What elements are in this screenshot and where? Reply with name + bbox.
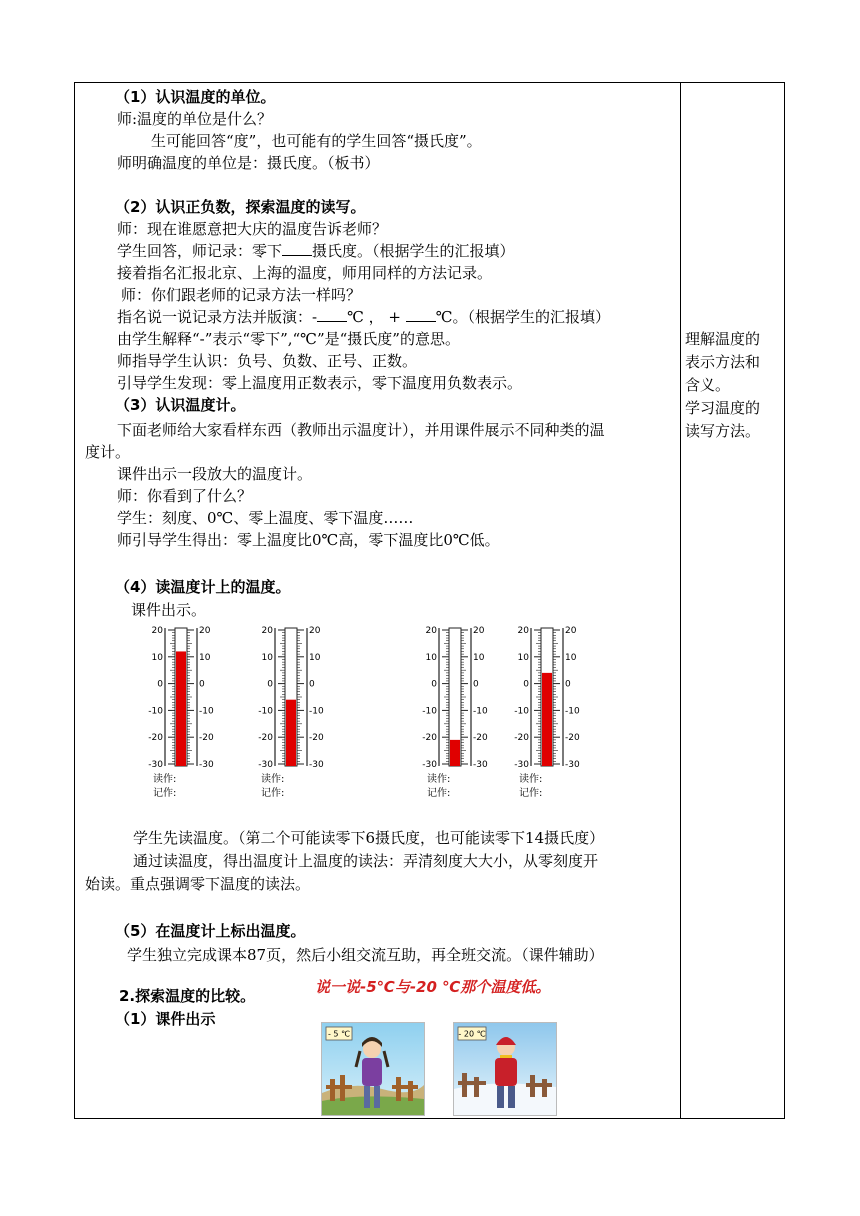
thermometer-tick-label: 20	[565, 626, 577, 636]
text-line: 课件出示一段放大的温度计。	[117, 465, 313, 483]
thermometer-tick-label: 0	[157, 679, 163, 690]
objectives-cell	[681, 83, 785, 1118]
text-line: 接着指名汇报北京、上海的温度，师用同样的方法记录。	[117, 264, 493, 282]
thermometer-tick-label: -10	[199, 706, 214, 717]
section-heading: （2）认识正负数，探索温度的读写。	[115, 198, 366, 216]
text-line	[117, 241, 515, 261]
thermometer-tick-label: -30	[148, 760, 163, 770]
text-line: 下面老师给大家看样东西（教师出示温度计），并用课件展示不同种类的温	[117, 421, 605, 439]
thermometer-tick-label: -30	[565, 760, 580, 770]
thermometer-tick-label: -20	[258, 733, 273, 744]
thermometer-tick-label: 10	[309, 652, 321, 663]
text-segment: 学生回答，师记录：零下	[117, 242, 283, 260]
section-heading: 2.探索温度的比较。	[119, 987, 256, 1005]
lesson-table	[74, 82, 785, 1119]
text-segment: ℃。（根据学生的汇报填）	[435, 308, 611, 326]
cartoon-boy-illustration	[453, 1022, 557, 1116]
side-note-line: 表示方法和	[685, 353, 761, 371]
thermometer-tick-label: 0	[565, 679, 571, 690]
side-note-line: 学习温度的	[685, 399, 761, 417]
thermometer-tick-label: 0	[309, 679, 315, 690]
text-line: 学生先读温度。（第二个可能读零下6摄氏度，也可能读零下14摄氏度）	[133, 829, 605, 847]
section-heading: （4）读温度计上的温度。	[115, 578, 291, 596]
thermometer-tick-label: -30	[309, 760, 324, 770]
scene-sign-text: - 5 ℃	[327, 1029, 351, 1039]
write-label: 记作:	[153, 788, 177, 799]
text-line: 始读。重点强调零下温度的读法。	[85, 875, 311, 893]
read-label: 读作:	[153, 774, 177, 785]
section-heading: （3）认识温度计。	[115, 396, 246, 414]
text-line: 师指导学生认识：负号、负数、正号、正数。	[117, 352, 418, 370]
text-line: 师:温度的单位是什么？	[117, 110, 273, 128]
text-segment: 摄氏度。（根据学生的汇报填）	[312, 242, 515, 260]
thermometer-tick-label: -30	[422, 760, 437, 770]
thermometer-tick-label: -10	[422, 706, 437, 717]
side-note-line: 读写方法。	[685, 422, 761, 440]
thermometer-tick-label: -10	[473, 706, 488, 717]
thermometer-tick-label: 20	[151, 626, 163, 636]
thermometer-tick-label: 20	[199, 626, 211, 636]
read-label: 读作:	[427, 774, 451, 785]
thermometer-tick-label: 20	[425, 626, 437, 636]
thermometer	[257, 624, 343, 774]
write-label: 记作:	[427, 788, 451, 799]
text-line: 度计。	[85, 443, 131, 461]
thermometer-tick-label: -20	[309, 733, 324, 744]
thermometer-tick-label: 10	[517, 652, 529, 663]
text-line: 由学生解释“-”表示“零下”,“℃”是“摄氏度”的意思。	[117, 330, 460, 348]
thermometer-tick-label: -30	[258, 760, 273, 770]
thermometer-mercury	[286, 700, 296, 766]
thermometer-tick-label: -10	[565, 706, 580, 717]
text-segment: 指名说一说记录方法并版演：-	[117, 308, 318, 326]
write-label: 记作:	[519, 788, 543, 799]
lesson-content-cell	[75, 83, 680, 1118]
thermometer-tick-label: 0	[473, 679, 479, 690]
thermometer-mercury	[176, 651, 186, 766]
thermometer-tick-label: -20	[565, 733, 580, 744]
thermometer-mercury	[450, 740, 460, 766]
side-note-line: 理解温度的	[685, 330, 761, 348]
thermometer-tick-label: 10	[565, 652, 577, 663]
thermometer-tick-label: 20	[309, 626, 321, 636]
thermometer-tick-label: 10	[473, 652, 485, 663]
thermometer-tick-label: -30	[473, 760, 488, 770]
thermometer-tick-label: 0	[199, 679, 205, 690]
fill-blank	[317, 307, 347, 322]
cartoon-girl-illustration	[321, 1022, 425, 1116]
read-label: 读作:	[519, 774, 543, 785]
text-line: 师：现在谁愿意把大庆的温度告诉老师？	[117, 220, 388, 238]
thermometer-tick-label: 20	[473, 626, 485, 636]
thermometer-tick-label: -20	[422, 733, 437, 744]
thermometer-tick-label: -20	[514, 733, 529, 744]
thermometer-tick-label: 20	[261, 626, 273, 636]
compare-banner: 说一说-5℃与-20 ℃那个温度低。	[315, 978, 551, 996]
text-line: 引导学生发现：零上温度用正数表示，零下温度用负数表示。	[117, 374, 523, 392]
thermometer-tick-label: 10	[199, 652, 211, 663]
section-heading: （5）在温度计上标出温度。	[115, 922, 306, 940]
text-line: 学生独立完成课本87页，然后小组交流互助，再全班交流。（课件辅助）	[127, 946, 604, 964]
text-segment: ℃ ， +	[347, 308, 406, 326]
thermometer-mercury	[542, 673, 552, 766]
thermometer-tick-label: 0	[267, 679, 273, 690]
text-line: 学生：刻度、0℃、零上温度、零下温度……	[117, 509, 414, 527]
text-line: 生可能回答“度”，也可能有的学生回答“摄氏度”。	[151, 132, 482, 150]
thermometer-tick-label: -10	[514, 706, 529, 717]
thermometer-tick-label: -10	[148, 706, 163, 717]
text-line: 师：你们跟老师的记录方法一样吗？	[121, 286, 362, 304]
thermometer-tick-label: -10	[258, 706, 273, 717]
thermometer-tick-label: 0	[431, 679, 437, 690]
thermometer-tick-label: -10	[309, 706, 324, 717]
thermometer-tick-label: 20	[517, 626, 529, 636]
text-line: 师引导学生得出：零上温度比0℃高，零下温度比0℃低。	[117, 531, 500, 549]
text-line	[117, 307, 610, 327]
text-line: 师明确温度的单位是：摄氏度。（板书）	[117, 154, 380, 172]
thermometer-tick-label: -20	[473, 733, 488, 744]
thermometer-tick-label: -20	[199, 733, 214, 744]
thermometer	[513, 624, 599, 774]
write-label: 记作:	[261, 788, 285, 799]
thermometer	[421, 624, 507, 774]
thermometer-tick-label: 10	[151, 652, 163, 663]
fill-blank	[282, 241, 312, 256]
section-heading: （1）认识温度的单位。	[115, 88, 276, 106]
text-line: 师：你看到了什么？	[117, 487, 253, 505]
side-note-line: 含义。	[685, 376, 731, 394]
thermometer	[147, 624, 233, 774]
thermometer-tick-label: -30	[199, 760, 214, 770]
text-line: 通过读温度，得出温度计上温度的读法：弄清刻度大大小，从零刻度开	[133, 852, 599, 870]
fill-blank	[406, 307, 436, 322]
thermometer-tick-label: -30	[514, 760, 529, 770]
section-heading: （1）课件出示	[115, 1010, 216, 1028]
thermometer-tick-label: 10	[261, 652, 273, 663]
thermometer-tick-label: 0	[523, 679, 529, 690]
scene-sign-text: - 20 ℃	[458, 1029, 486, 1039]
thermometer-tick-label: -20	[148, 733, 163, 744]
text-line: 课件出示。	[131, 601, 207, 619]
thermometer-tick-label: 10	[425, 652, 437, 663]
read-label: 读作:	[261, 774, 285, 785]
